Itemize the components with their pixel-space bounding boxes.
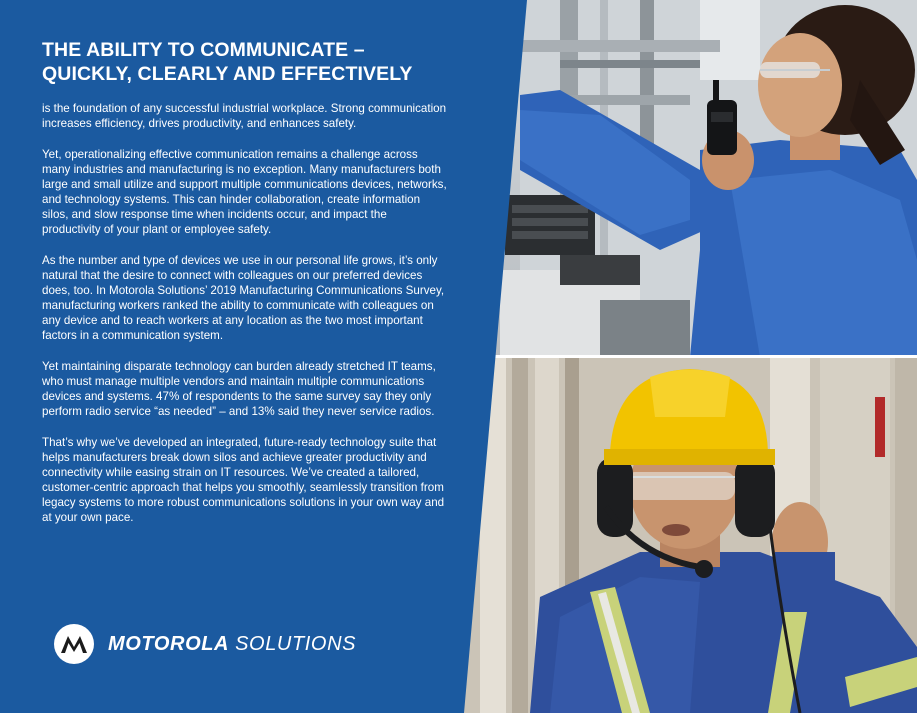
logo-word-solutions: SOLUTIONS xyxy=(235,632,357,655)
logo-wordmark xyxy=(108,633,356,656)
body-paragraph-4: Yet maintaining disparate technology can burden already stretched IT teams, who must manage multiple vendors and maintain multiple communications devices and systems. 47% of respondents to the same survey say they only perform radio service “as needed” – and 13% said they never service radios. xyxy=(42,359,436,419)
body-paragraph-1: is the foundation of any successful industrial workplace. Strong communication increases efficiency, drives productivity, and enhances safety. xyxy=(42,102,447,131)
motorola-batwing-icon xyxy=(54,624,94,664)
body-paragraph-3: As the number and type of devices we use in our personal life grows, it’s only natural that the desire to connect with colleagues on our preferred devices does, too. In Motorola Solutions’ 2019 Manufacturing Communications Survey, manufacturing workers ranked the ability to communicate with colleagues on any device and to reach workers at any location as the two most important factors in a communication system. xyxy=(42,253,445,343)
body-copy xyxy=(42,101,447,541)
headline xyxy=(42,38,462,86)
body-paragraph-2: Yet, operationalizing effective communication remains a challenge across many industries and manufacturing is no exception. Many manufacturers both large and small utilize and support multiple communications devices, networks, and technology systems. This can hinder collaboration, create information silos, and slow response time when incidents occur, and impact the productivity of your plant or employee safety. xyxy=(42,147,447,237)
headline-line-2: QUICKLY, CLEARLY AND EFFECTIVELY xyxy=(42,63,413,85)
headline-line-1: THE ABILITY TO COMMUNICATE – xyxy=(42,39,365,61)
logo-word-motorola: MOTOROLA xyxy=(108,632,230,655)
motorola-solutions-logo xyxy=(54,623,356,665)
body-paragraph-5: That’s why we’ve developed an integrated, future-ready technology suite that helps manufacturers break down silos and achieve greater productivity and connectivity while easing strain on IT resources. We’ve created a tailored, customer-centric approach that helps you smoothly, seamlessly transition from legacy systems to more robust communications solutions in your own way and at your own pace. xyxy=(42,435,445,525)
